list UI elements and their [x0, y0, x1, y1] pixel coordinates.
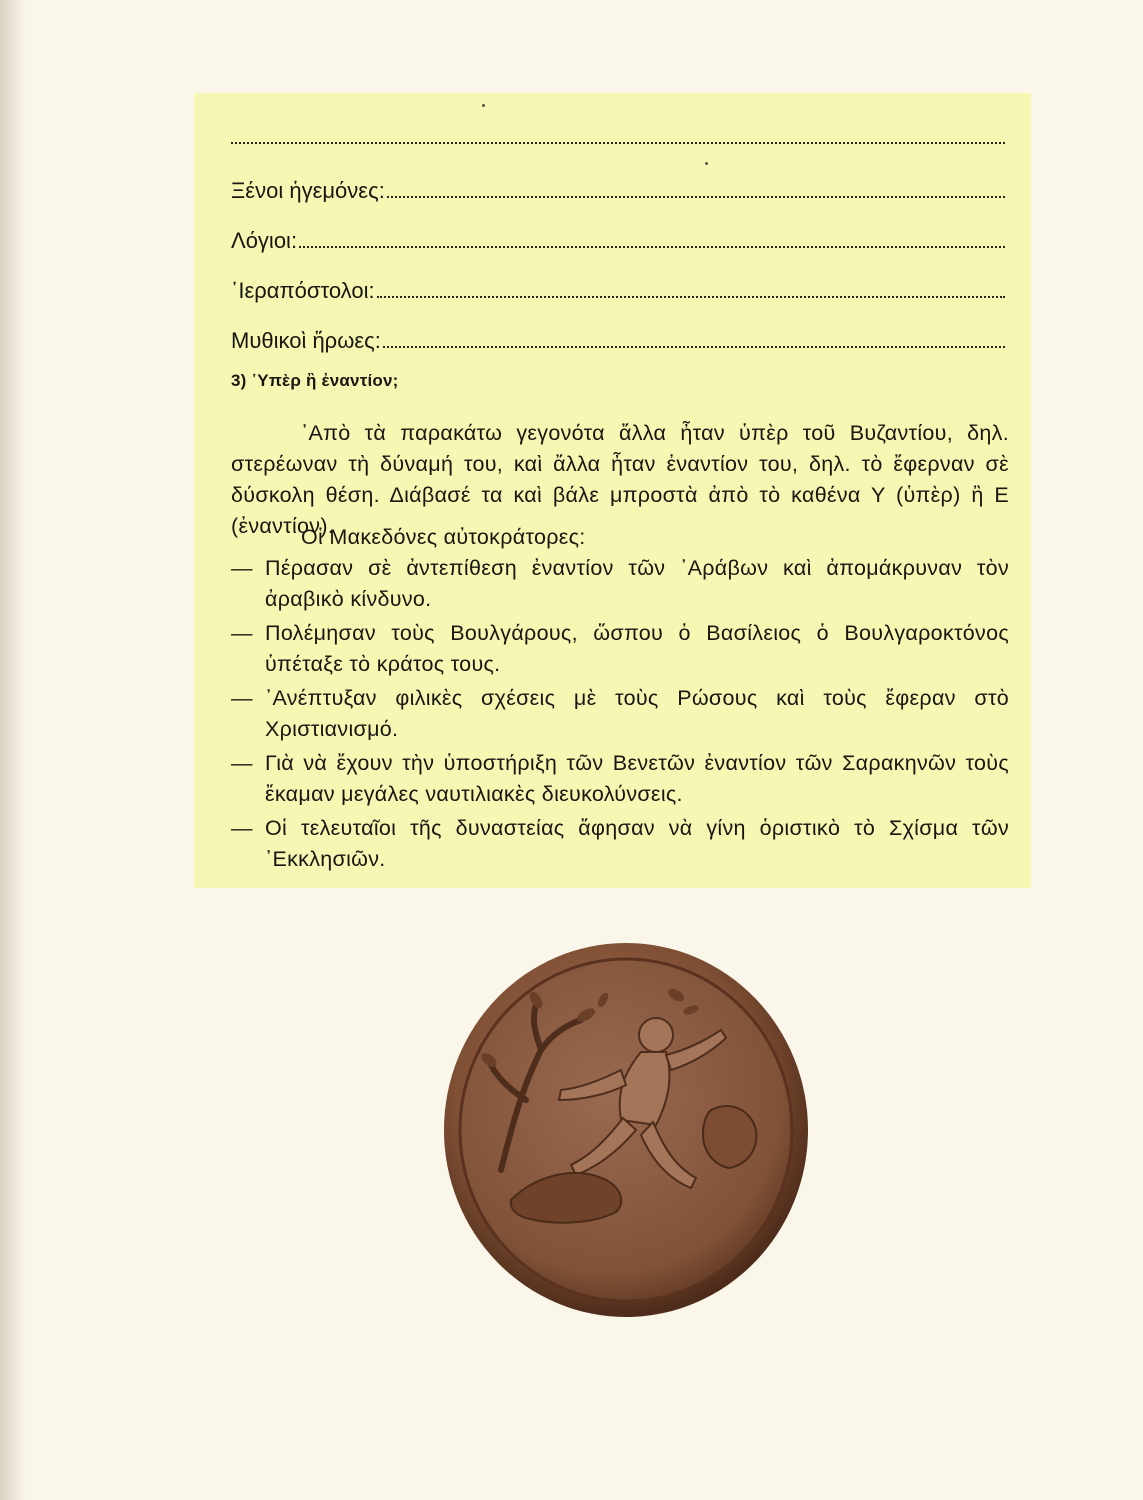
dash-marker: — [231, 686, 253, 710]
emperors-subheading: Οἱ Μακεδόνες αὐτοκράτορες: [301, 525, 586, 549]
answer-line[interactable] [383, 346, 1005, 348]
dash-marker: — [231, 751, 253, 775]
list-item[interactable] [231, 683, 1009, 745]
list-item[interactable] [231, 553, 1009, 615]
relief-face-right [703, 1106, 756, 1168]
list-item[interactable] [231, 813, 1009, 875]
dash-marker: — [231, 556, 253, 580]
list-item-text: Πέρασαν σὲ ἀντεπίθεση ἐναντίον τῶν ᾿Αράβων καὶ ἀπομάκρυναν τὸν ἀραβικὸ κίνδυνο. [265, 556, 1009, 611]
print-speck [705, 162, 708, 165]
print-speck [482, 104, 485, 107]
field-label: Λόγιοι: [231, 228, 298, 253]
answer-line[interactable] [299, 246, 1005, 248]
page-binding-edge [0, 0, 26, 1500]
field-missionaries[interactable] [231, 278, 1005, 304]
field-label: Ξένοι ἡγεμόνες: [231, 178, 385, 203]
dash-marker: — [231, 621, 253, 645]
answer-line[interactable] [377, 296, 1005, 298]
intro-text: ᾿Απὸ τὰ παρακάτω γεγονότα ἄλλα ἦταν ὑπὲρ τοῦ Βυζαντίου, δηλ. στερέωναν τὴ δύναμή του, καὶ ἄλλα ἦταν ἐναντίον του, δηλ. τὸ ἔφερναν σὲ δύσκολη θέση. Διάβασέ τα καὶ βάλε μπροστὰ ἀπὸ τὸ καθένα Υ (ὑπὲρ) ἢ Ε (ἐναντίον). [231, 421, 1009, 538]
list-item[interactable] [231, 618, 1009, 680]
field-label: Μυθικοὶ ἥρωες: [231, 328, 381, 353]
answer-line-top[interactable] [231, 142, 1005, 144]
list-item[interactable] [231, 748, 1009, 810]
list-item-text: Οἱ τελευταῖοι τῆς δυναστείας ἄφησαν νὰ γίνη ὁριστικὸ τὸ Σχίσμα τῶν ᾿Εκκλησιῶν. [265, 816, 1009, 871]
section-title: 3) ῾Υπὲρ ἢ ἐναντίον; [231, 371, 399, 390]
field-foreign-rulers[interactable] [231, 178, 1005, 204]
list-item-text: ᾿Ανέπτυξαν φιλικὲς σχέσεις μὲ τοὺς Ρώσους καὶ τοὺς ἔφεραν στὸ Χριστιανισμό. [265, 686, 1009, 741]
field-mythical-heroes[interactable] [231, 328, 1005, 354]
answer-line[interactable] [387, 196, 1005, 198]
field-label: ῾Ιεραπόστολοι: [231, 278, 375, 303]
events-list [231, 553, 1009, 878]
list-item-text: Γιὰ νὰ ἔχουν τὴν ὑποστήριξη τῶν Βενετῶν ἐναντίον τῶν Σαρακηνῶν τοὺς ἔκαμαν μεγάλες ναυτιλιακὲς διευκολύνσεις. [265, 751, 1009, 806]
field-scholars[interactable] [231, 228, 1005, 254]
bronze-medallion-image [441, 940, 811, 1320]
dash-marker: — [231, 816, 253, 840]
list-item-text: Πολέμησαν τοὺς Βουλγάρους, ὥσπου ὁ Βασίλειος ὁ Βουλγαροκτόνος ὑπέταξε τὸ κράτος τους. [265, 621, 1009, 676]
